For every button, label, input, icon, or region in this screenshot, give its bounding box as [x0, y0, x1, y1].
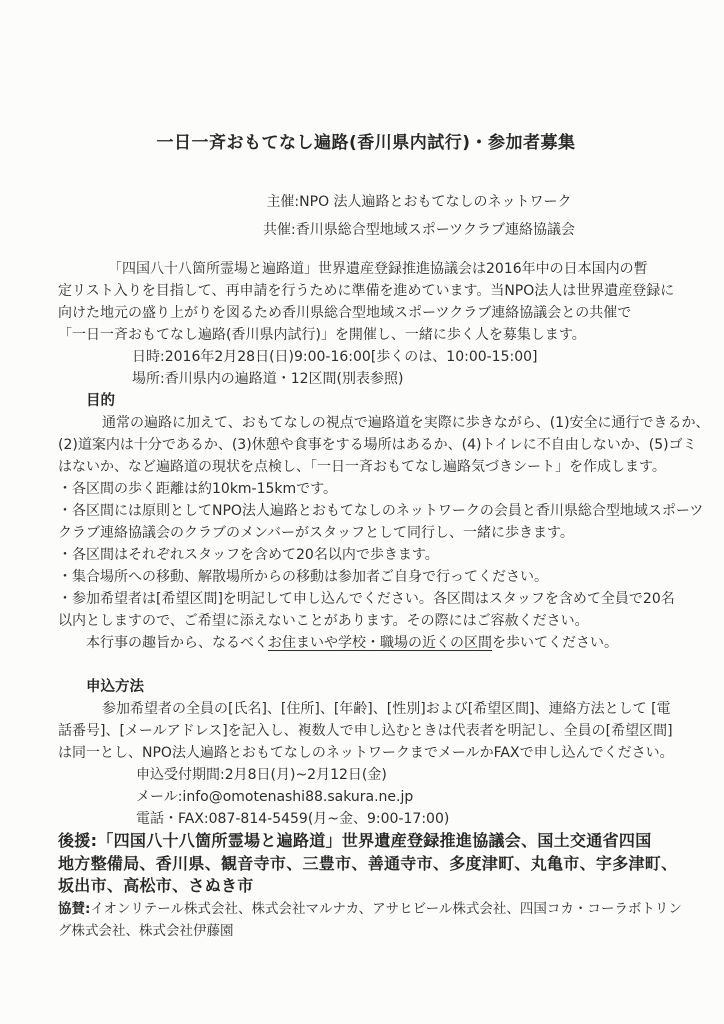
bullet-line-1: ・各区間の歩く距離は約10km-15kmです。: [58, 481, 338, 497]
bullet-line-5: ・参加希望者は[希望区間]を明記して申し込んでください。各区間はスタッフを含めて全員で20名: [58, 591, 675, 607]
note-line: [58, 632, 674, 654]
note-suffix: を歩いてください。: [492, 635, 618, 651]
purpose-line-2: (2)道案内は十分であるか、(3)休憩や食事をする場所はあるか、(4)トイレに不自由しないか、(5)ゴミ: [58, 437, 697, 453]
application-paragraph: [58, 698, 674, 764]
support-block: [58, 830, 678, 898]
sponsor-label: 協賛:: [58, 900, 91, 917]
intro-line-4: 「一日一斉おもてなし遍路(香川県内試行)」を開催し、一緒に歩く人を募集します。: [58, 327, 586, 343]
bullet-line-3: ・各区間はそれぞれスタッフを含めて20名以内で歩きます。: [58, 547, 439, 563]
note-prefix: 本行事の趣旨から、なるべく: [86, 635, 268, 651]
email-line: メール:info@omotenashi88.sakura.ne.jp: [136, 789, 414, 805]
bullet-line-2: ・各区間には原則としてNPO法人遍路とおもてなしのネットワークの会員と香川県総合型地域スポーツ: [58, 503, 704, 519]
place-line: 場所:香川県内の遍路道・12区間(別表参照): [132, 371, 404, 387]
intro-line-2: 定リスト入りを目指して、再申請を行うために準備を進めています。当NPO法人は世界遺産登録に: [58, 283, 675, 299]
application-line-2: 話番号]、[メールアドレス]を記入し、複数人で申し込むときは代表者を明記し、全員の[希望区間]: [58, 723, 673, 739]
cohost-line: 共催:香川県総合型地域スポーツクラブ連絡協議会: [262, 222, 575, 238]
intro-paragraph: [58, 258, 674, 346]
bullet-list: [58, 478, 704, 632]
sponsor-line-1: [58, 898, 682, 920]
application-period-line: 申込受付期間:2月8日(月)~2月12日(金): [136, 767, 387, 783]
bullet-line-2-cont: クラブ連絡協議会のクラブのメンバーがスタッフとして同行し、一緒に歩きます。: [58, 525, 574, 541]
support-line-2: 地方整備局、香川県、観音寺市、三豊市、善通寺市、多度津町、丸亀市、宇多津町、: [58, 853, 678, 873]
purpose-paragraph: [58, 412, 710, 478]
intro-line-1: 「四国八十八箇所霊場と遍路道」世界遺産登録推進協議会は2016年中の日本国内の暫: [108, 261, 648, 277]
support-line-3: 坂出市、高松市、さぬき市: [58, 876, 254, 895]
sponsor-line-2: グ株式会社、株式会社伊藤園: [58, 922, 234, 939]
sponsor-block: [58, 898, 682, 942]
application-heading: 申込方法: [86, 679, 144, 695]
purpose-heading: 目的: [86, 393, 115, 409]
bullet-line-4: ・集合場所への移動、解散場所からの移動は参加者ご自身で行ってください。: [58, 569, 548, 585]
intro-line-3: 向けた地元の盛り上がりを図るため香川県総合型地域スポーツクラブ連絡協議会との共催で: [58, 305, 632, 321]
organizer-block: [263, 188, 575, 244]
note-underlined-text: お住まいや学校・職場の近くの区間: [268, 635, 492, 651]
support-line-1: 後援:「四国八十八箇所霊場と遍路道」世界遺産登録推進協議会、国土交通省四国: [58, 831, 652, 850]
purpose-line-3: はないか、など遍路道の現状を点検し、「一日一斉おもてなし遍路気づきシート」を作成します。: [58, 459, 666, 475]
datetime-line: 日時:2016年2月28日(日)9:00-16:00[歩くのは、10:00-15:00]: [132, 349, 538, 365]
application-line-3: は同一とし、NPO法人遍路とおもてなしのネットワークまでメールかFAXで申し込んでください。: [58, 745, 674, 761]
phone-fax-line: 電話・FAX:087-814-5459(月~金、9:00-17:00): [136, 811, 450, 827]
sponsor-companies: イオンリテール株式会社、株式会社マルナカ、アサヒビール株式会社、四国コカ・コーラボトリン: [90, 900, 682, 917]
host-line: 主催:NPO 法人遍路とおもてなしのネットワーク: [266, 194, 572, 210]
page-title: 一日一斉おもてなし遍路(香川県内試行)・参加者募集: [156, 133, 576, 153]
application-line-1: 参加希望者の全員の[氏名]、[住所]、[年齢]、[性別]および[希望区間]、連絡方法として [電: [102, 701, 671, 717]
purpose-line-1: 通常の遍路に加えて、おもてなしの視点で遍路道を実際に歩きながら、(1)安全に通行できるか、: [102, 415, 710, 431]
bullet-line-5-cont: 以内としますので、ご希望に添えないことがあります。その際にはご容赦ください。: [58, 613, 589, 629]
